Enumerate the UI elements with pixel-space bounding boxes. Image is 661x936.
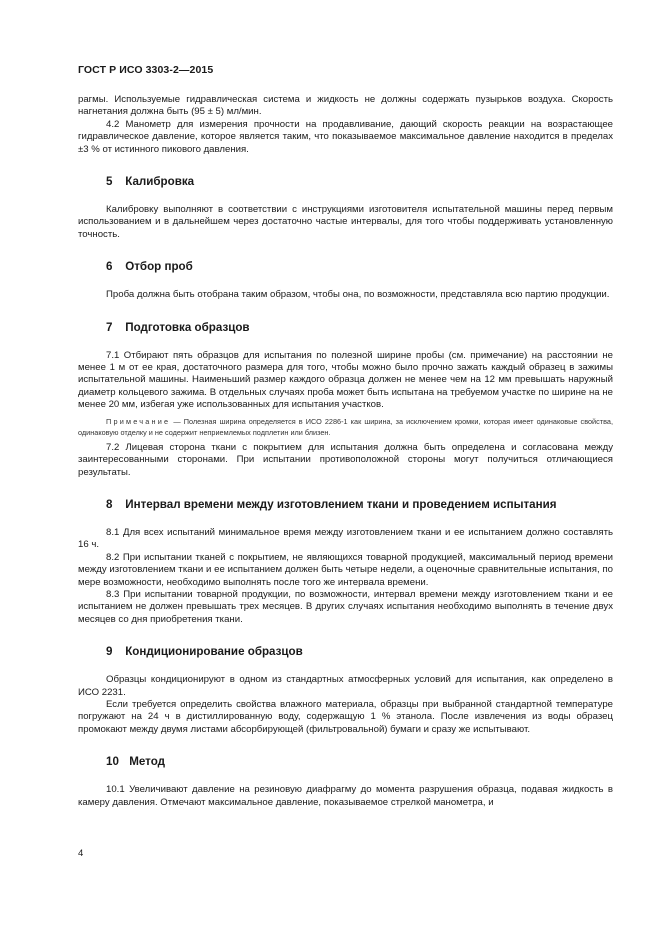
section-heading-6 (106, 260, 613, 274)
note-text: — Полезная ширина определяется в ИСО 2286-1 как ширина, за исключением кромки, которая имеет одинаковые свойства, одинаковую отделку и не содержит неприемлемых подплетин или близен. (78, 416, 613, 437)
section-title: Метод (129, 755, 166, 769)
section-number: 10 (106, 755, 119, 769)
paragraph-7-1: 7.1 Отбирают пять образцов для испытания по полезной ширине пробы (см. примечание) на расстоянии не менее 1 м от ее края, достаточного размера для того, чтобы можно было прочно зажать каждый образец в зажимы испытательной машины. Наименьший размер каждого образца должен не менее чем на 12 мм превышать наружный диаметр кольцевого зажима. В отдельных случаях проба может быть испытана на требуемом участке по ширине на не менее 20 мм, избегая уже использованных для испытания участков. (78, 349, 613, 411)
page-number: 4 (78, 848, 84, 859)
section-title: Кондиционирование образцов (125, 645, 303, 659)
note-7-1 (78, 416, 613, 438)
section-heading-10 (106, 755, 613, 769)
section-number: 9 (106, 645, 113, 659)
section-heading-5 (106, 175, 613, 189)
paragraph-10-1: 10.1 Увеличивают давление на резиновую диафрагму до момента разрушения образца, подавая жидкость в камеру давления. Отмечают максимальное давление, показываемое стрелкой манометра, и (78, 784, 613, 808)
section-heading-7 (106, 321, 613, 335)
paragraph-8-1: 8.1 Для всех испытаний минимальное время между изготовлением ткани и ее испытанием должно составлять 16 ч. (78, 526, 613, 551)
paragraph-9-b: Если требуется определить свойства влажного материала, образцы при выбранной стандартной температуре погружают на 24 ч в дистиллированную воду, содержащую 1 % этанола. После извлечения из воды образец промокают между двумя листами абсорбирующей (фильтровальной) бумаги и сразу же испытывают. (78, 698, 613, 735)
paragraph-4-1-continuation: рагмы. Используемые гидравлическая система и жидкость не должны содержать пузырьков воздуха. Скорость нагнетания должна быть (95 ± 5) мл/мин. (78, 94, 613, 118)
paragraph-9-a: Образцы кондиционируют в одном из стандартных атмосферных условий для испытания, как определено в ИСО 2231. (78, 674, 613, 698)
paragraph-8-3: 8.3 При испытании товарной продукции, по возможности, интервал времени между изготовлением ткани и ее испытанием не должен превышать трех месяцев. В других случаях испытания необходимо выполнять в течение двух месяцев со дня приобретения ткани. (78, 588, 613, 625)
note-label: Примечание (106, 416, 171, 426)
paragraph-4-2: 4.2 Манометр для измерения прочности на продавливание, дающий скорость реакции на возрастающее гидравлическое давление, которое является таким, что показываемое максимальное давление находится в пределах ±3 % от истинного пикового давления. (78, 118, 613, 155)
section-title: Отбор проб (125, 260, 193, 274)
section-number: 8 (106, 497, 113, 511)
section-title: Интервал времени между изготовлением ткани и проведением испытания (125, 497, 557, 511)
section-title: Калибровка (125, 175, 195, 189)
section-title: Подготовка образцов (125, 320, 250, 334)
section-number: 6 (106, 260, 113, 274)
paragraph-5: Калибровку выполняют в соответствии с инструкциями изготовителя испытательной машины перед первым использованием и в дальнейшем через достаточно частые интервалы, для того чтобы поддерживать установленную точность. (78, 204, 613, 240)
section-heading-9 (106, 645, 613, 659)
section-number: 7 (106, 320, 113, 334)
document-body (78, 94, 613, 809)
section-number: 5 (106, 175, 113, 189)
paragraph-8-2: 8.2 При испытании тканей с покрытием, не являющихся товарной продукцией, максимальный период времени между изготовлением ткани и ее испытанием должен быть четыре недели, а оценочные сравнительные испытания, по мере возможности, необходимо выполнять после того же интервала времени. (78, 551, 613, 588)
paragraph-7-2: 7.2 Лицевая сторона ткани с покрытием для испытания должна быть определена и согласована между заинтересованными сторонами. При испытании противоположной стороны могут получиться отличающиеся результаты. (78, 441, 613, 478)
section-heading-8 (106, 498, 613, 512)
document-header: ГОСТ Р ИСО 3303-2—2015 (78, 64, 214, 76)
paragraph-6: Проба должна быть отобрана таким образом, чтобы она, по возможности, представляла всю партию продукции. (106, 289, 610, 301)
